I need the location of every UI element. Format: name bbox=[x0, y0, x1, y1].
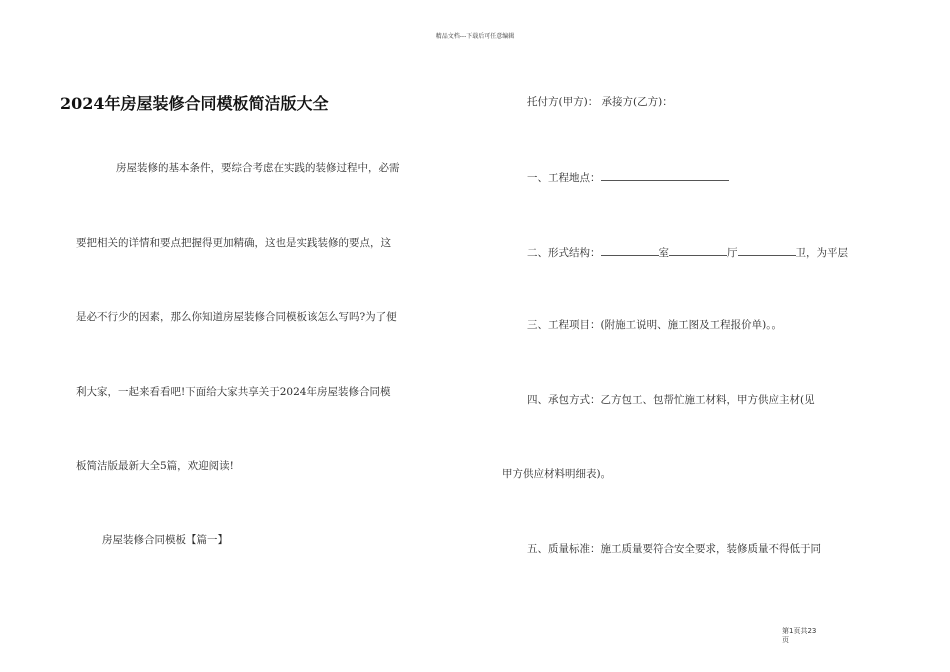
hall-text: 厅 bbox=[727, 247, 738, 259]
page-footer bbox=[782, 627, 842, 645]
item-1-label: 一、工程地点： bbox=[527, 172, 601, 184]
item-1-location bbox=[527, 169, 729, 185]
room-text: 室 bbox=[658, 247, 669, 259]
paragraph-line-2: 要把相关的详情和要点把握得更加精确，这也是实践装修的要点，这 bbox=[76, 237, 391, 249]
location-blank-field bbox=[601, 169, 729, 181]
item-5-quality: 五、质量标准：施工质量要符合安全要求，装修质量不得低于同 bbox=[527, 543, 821, 555]
section-heading: 房屋装修合同模板【篇一】 bbox=[102, 534, 228, 546]
parties-line: 托付方(甲方)： 承接方(乙方)： bbox=[527, 96, 673, 108]
document-title: 2024年房屋装修合同模板简洁版大全 bbox=[60, 94, 329, 113]
room-count-blank bbox=[601, 244, 659, 256]
bath-text: 卫，为平层 bbox=[795, 247, 848, 259]
hall-count-blank bbox=[669, 244, 727, 256]
item-2-structure bbox=[527, 244, 848, 260]
paragraph-line-3: 是必不行少的因素，那么你知道房屋装修合同模板该怎么写吗?为了便 bbox=[76, 311, 397, 323]
paragraph-line-4: 利大家，一起来看看吧!下面给大家共享关于2024年房屋装修合同模 bbox=[76, 386, 391, 398]
header-note: 精品文档---下载后可任意编辑 bbox=[435, 33, 515, 40]
bath-count-blank bbox=[738, 244, 796, 256]
paragraph-line-1: 房屋装修的基本条件，要综合考虑在实践的装修过程中，必需 bbox=[116, 162, 400, 174]
paragraph-line-5: 板简洁版最新大全5篇，欢迎阅读! bbox=[76, 460, 234, 472]
item-3-project: 三、工程项目：(附施工说明、施工图及工程报价单)。。 bbox=[527, 319, 782, 331]
item-4-contract-line-2: 甲方供应材料明细表)。 bbox=[502, 468, 612, 480]
page-number: 第1页共23 bbox=[782, 627, 817, 635]
item-4-contract-line-1: 四、承包方式：乙方包工、包帮忙施工材料，甲方供应主材(见 bbox=[527, 394, 815, 406]
page-number-suffix: 页 bbox=[782, 636, 789, 644]
item-2-label: 二、形式结构： bbox=[527, 247, 601, 259]
